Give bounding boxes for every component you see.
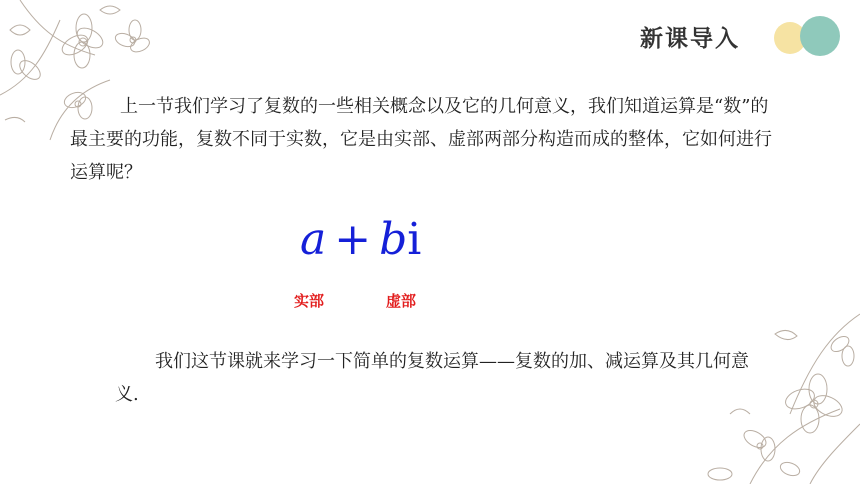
plus-operator: + xyxy=(334,214,372,265)
complex-number-formula xyxy=(300,214,421,265)
real-part-variable: a xyxy=(300,214,327,265)
imaginary-unit: i xyxy=(407,214,422,265)
imaginary-part-label: 虚部 xyxy=(386,292,417,310)
flower-decoration-bottom-right xyxy=(690,274,860,484)
intro-paragraph: 上一节我们学习了复数的一些相关概念以及它的几何意义，我们知道运算是“数”的最主要的功能，复数不同于实数，它是由实部、虚部两部分构造而成的整体，它如何进行运算呢？ xyxy=(70,96,772,183)
closing-paragraph: 我们这节课就来学习一下简单的复数运算——复数的加、减运算及其几何意义. xyxy=(115,351,749,405)
section-title: 新课导入 xyxy=(640,26,740,52)
decorative-circles xyxy=(768,14,848,60)
imaginary-part-variable: b xyxy=(379,214,408,265)
real-part-label: 实部 xyxy=(294,292,325,310)
